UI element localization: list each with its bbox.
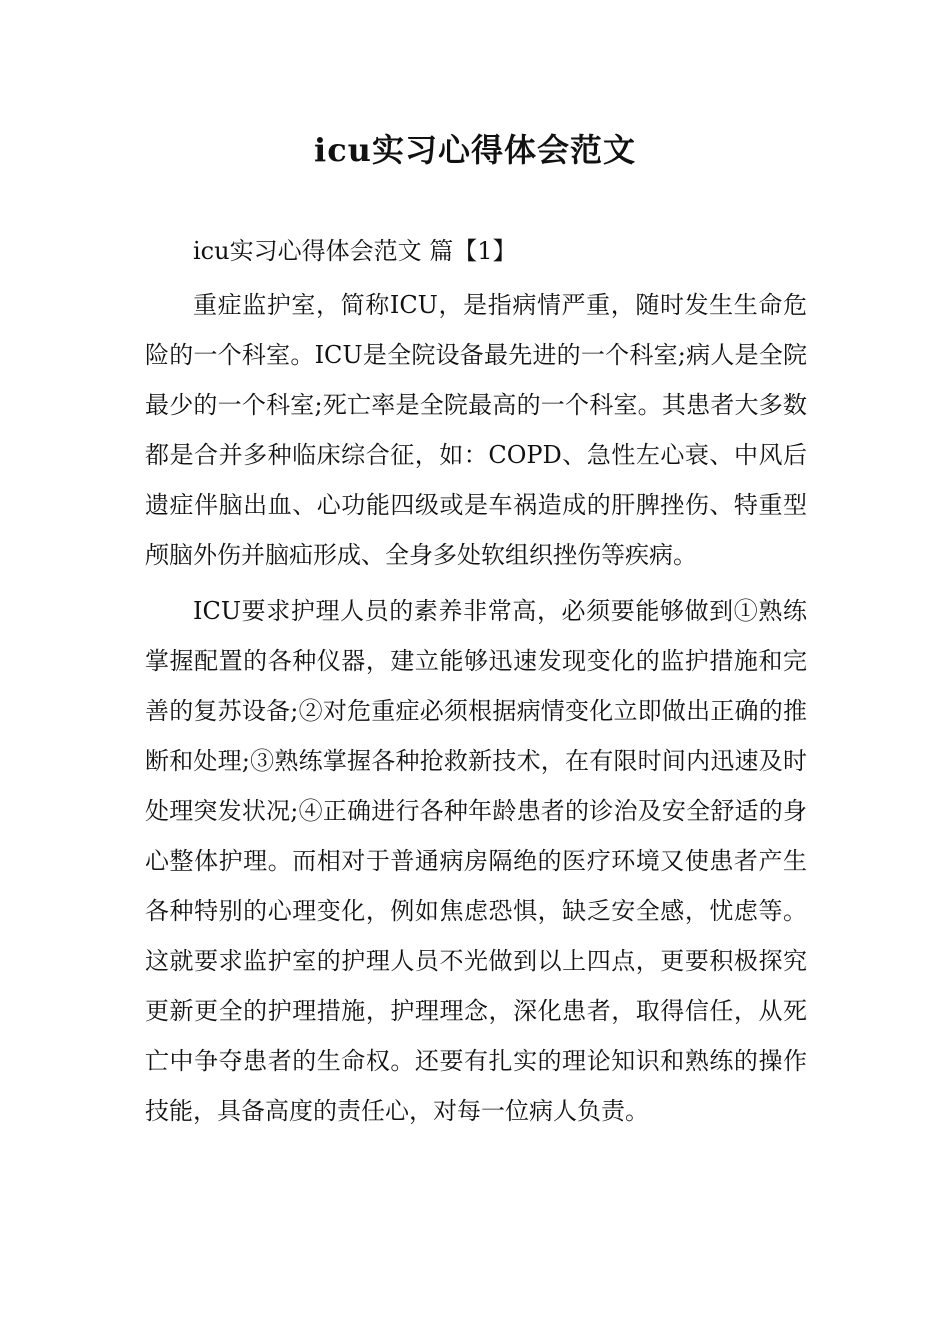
document-body — [145, 226, 807, 1136]
paragraph-icu-requirements: ICU要求护理人员的素养非常高，必须要能够做到①熟练掌握配置的各种仪器，建立能够迅速发现变化的监护措施和完善的复苏设备;②对危重症必须根据病情变化立即做出正确的推断和处理;③熟练掌握各种抢救新技术，在有限时间内迅速及时处理突发状况;④正确进行各种年龄患者的诊治及安全舒适的身心整体护理。而相对于普通病房隔绝的医疗环境又使患者产生各种特别的心理变化，例如焦虑恐惧，缺乏安全感，忧虑等。这就要求监护室的护理人员不光做到以上四点，更要积极探究更新更全的护理措施，护理理念，深化患者，取得信任，从死亡中争夺患者的生命权。还要有扎实的理论知识和熟练的操作技能，具备高度的责任心，对每一位病人负责。 — [145, 597, 807, 1125]
section-heading: icu实习心得体会范文 篇【1】 — [193, 237, 517, 265]
paragraph-icu-definition: 重症监护室，简称ICU，是指病情严重，随时发生生命危险的一个科室。ICU是全院设备最先进的一个科室;病人是全院最少的一个科室;死亡率是全院最高的一个科室。其患者大多数都是合并多种临床综合征，如：COPD、急性左心衰、中风后遗症伴脑出血、心功能四级或是车祸造成的肝脾挫伤、特重型颅脑外伤并脑疝形成、全身多处软组织挫伤等疾病。 — [145, 291, 807, 569]
document-title: icu实习心得体会范文 — [314, 131, 636, 169]
